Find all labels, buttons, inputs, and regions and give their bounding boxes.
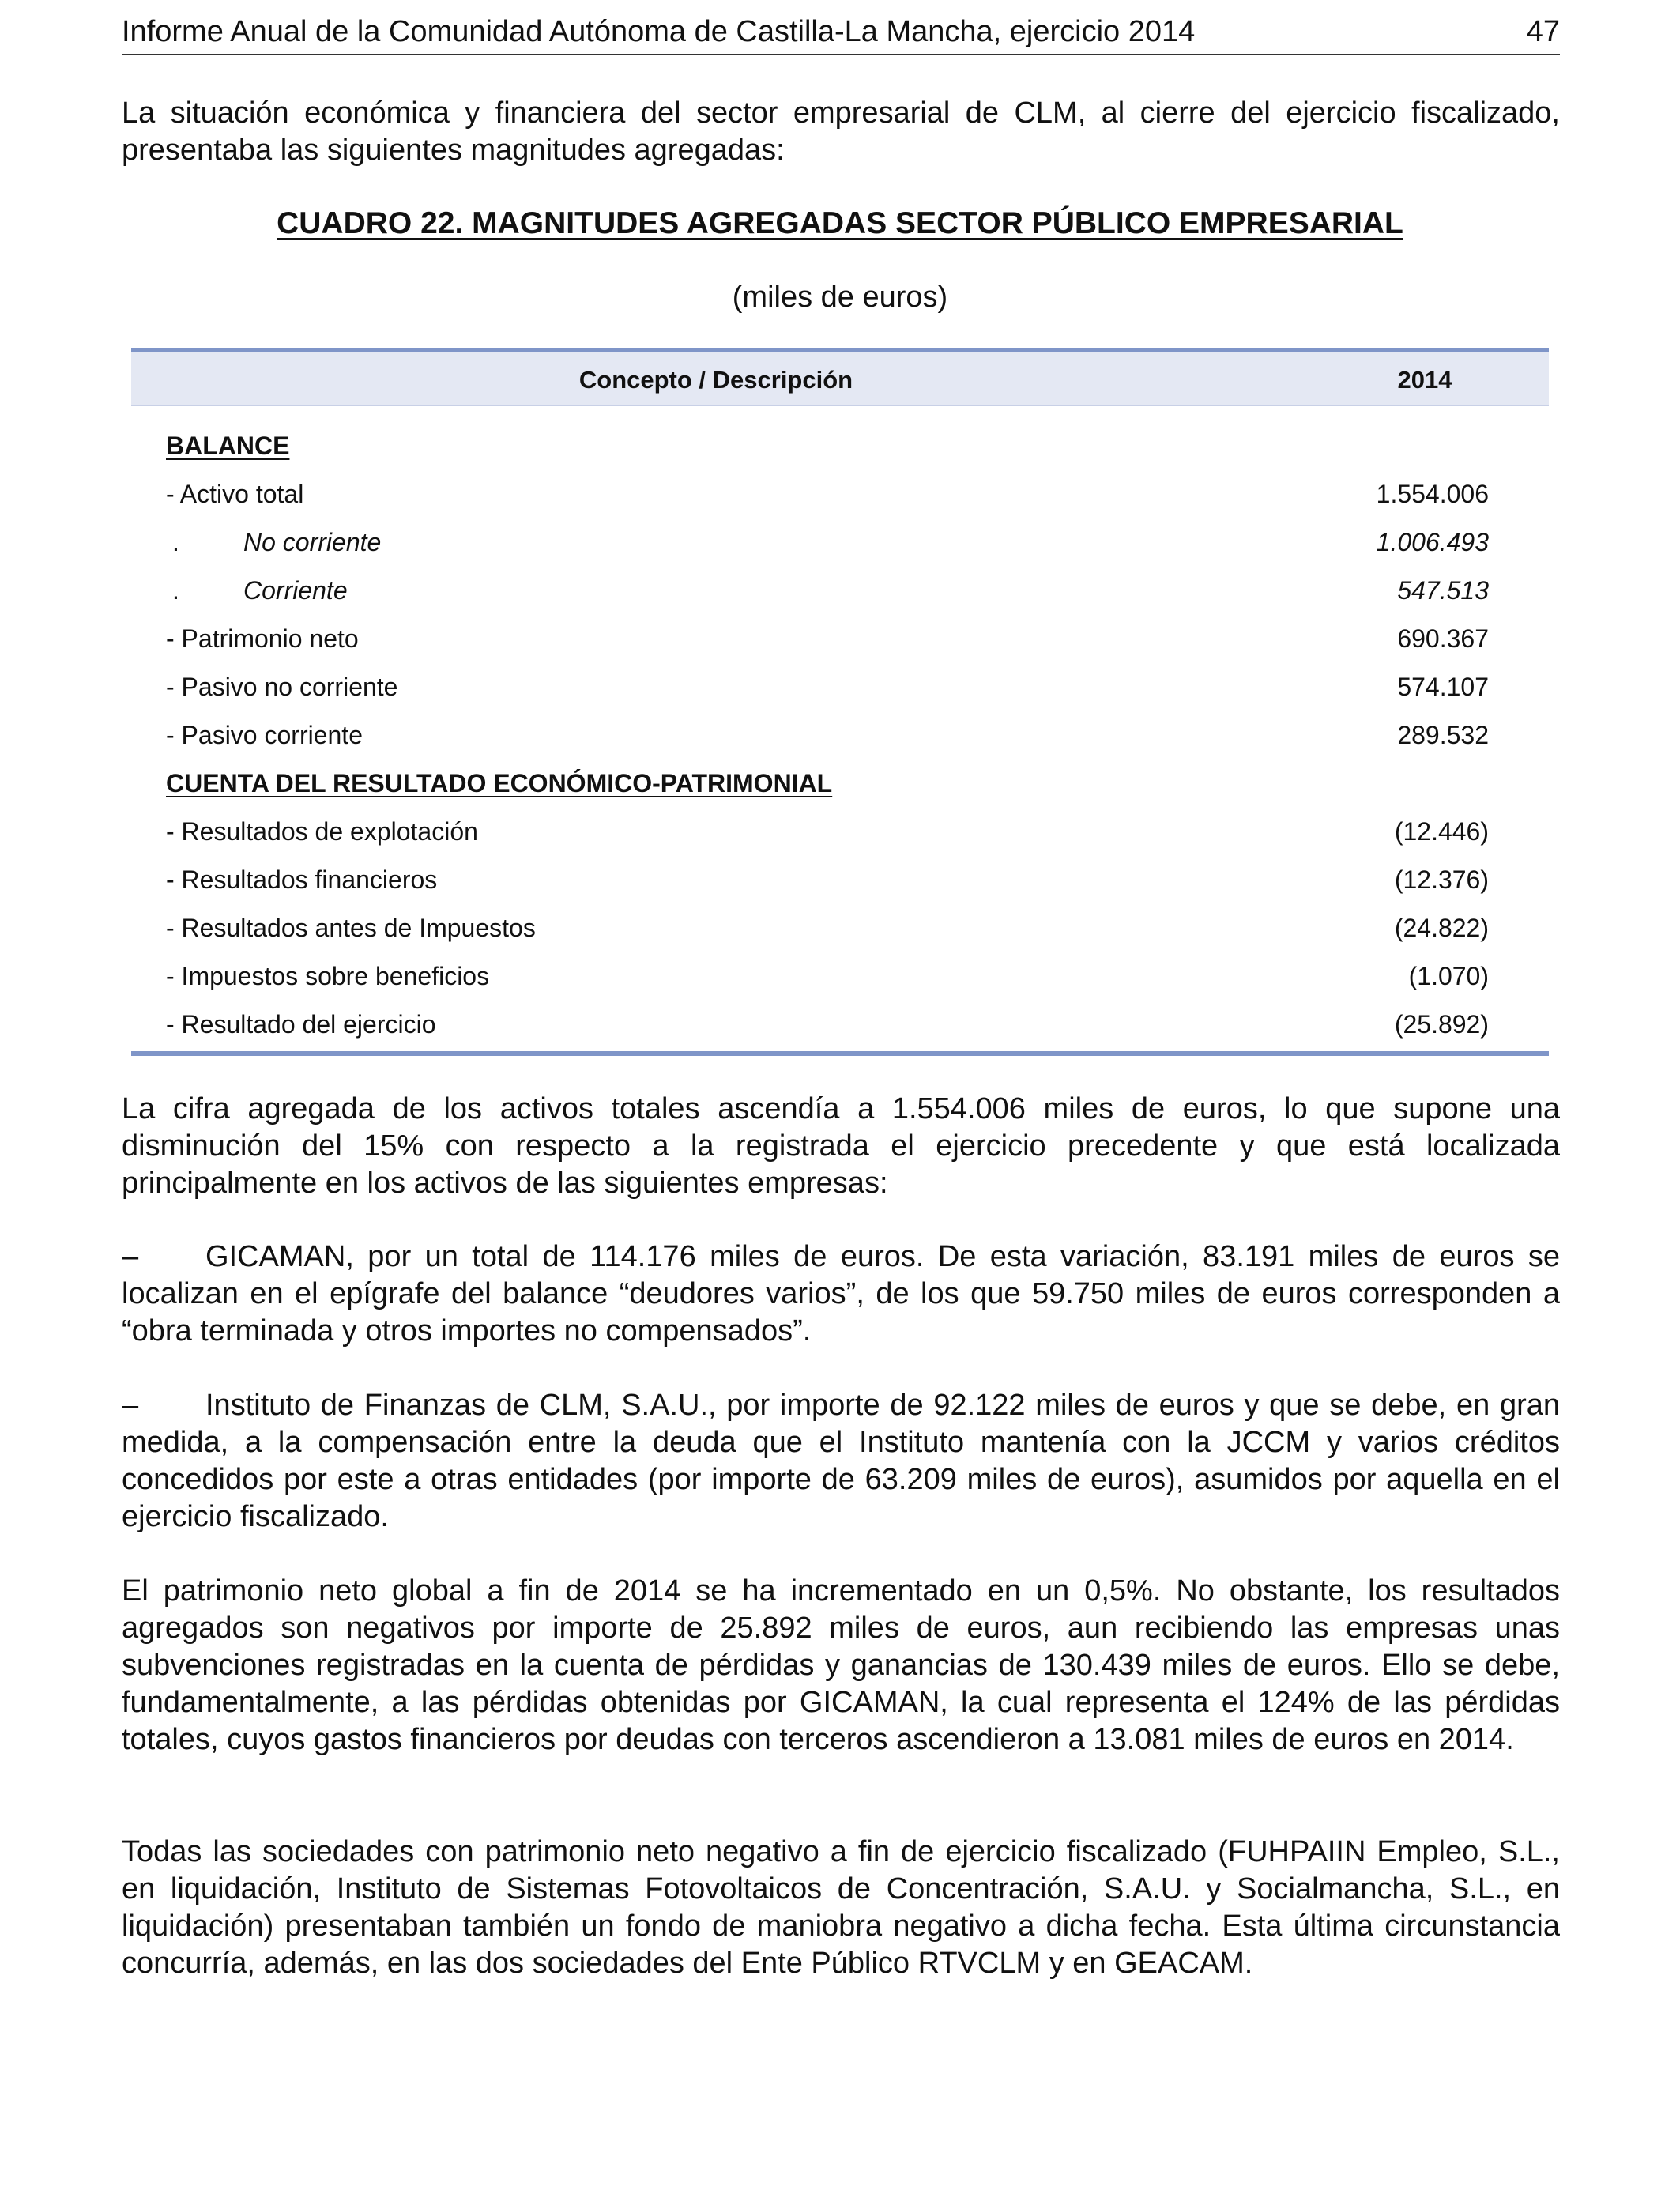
magnitudes-table <box>131 348 1549 1057</box>
row-label-text: No corriente <box>243 528 382 556</box>
section-heading-result <box>131 760 1549 808</box>
table-title-text: CUADRO 22. MAGNITUDES AGREGADAS SECTOR PÚBLICO EMPRESARIAL <box>277 206 1403 240</box>
row-label: - Pasivo no corriente <box>166 673 398 701</box>
bullet-item <box>122 1238 1560 1350</box>
row-label: - Resultados financieros <box>166 865 438 894</box>
row-value: 289.532 <box>1397 721 1489 749</box>
row-value: (24.822) <box>1394 914 1489 942</box>
row-label: - Resultados antes de Impuestos <box>166 914 536 942</box>
table-title <box>0 204 1680 243</box>
table-bottom-border <box>131 1051 1549 1056</box>
row-label: - Pasivo corriente <box>166 721 363 749</box>
page-number: 47 <box>1526 15 1560 48</box>
row-label: - Resultados de explotación <box>166 817 478 846</box>
row-label-text: Corriente <box>243 576 348 605</box>
intro-paragraph: La situación económica y financiera del sector empresarial de CLM, al cierre del ejercicio fiscalizado, presentaba las siguientes magnitudes agregadas: <box>122 96 1560 167</box>
column-header-year: 2014 <box>1397 366 1452 394</box>
equity-paragraph: El patrimonio neto global a fin de 2014 se ha incrementado en un 0,5%. No obstante, los resultados agregados son negativos por importe de 25.892 miles de euros, aun recibiendo las empresas unas subvenciones registradas en la cuenta de pérdidas y ganancias de 130.439 miles de euros. Ello se debe, fundamentalmente, a las pérdidas obtenidas por GICAMAN, la cual representa el 124% de las pérdidas totales, cuyos gastos financieros por deudas con terceros ascendieron a 13.081 miles de euros en 2014. <box>122 1574 1560 1756</box>
assets-paragraph: La cifra agregada de los activos totales ascendía a 1.554.006 miles de euros, lo que supone una disminución del 15% con respecto a la registrada el ejercicio precedente y que está localizada principalmente en los activos de las siguientes empresas: <box>122 1092 1560 1200</box>
table-row <box>131 663 1549 711</box>
table-header <box>131 348 1549 406</box>
section-heading-balance <box>131 422 1549 470</box>
row-label <box>172 567 348 615</box>
table-unit: (miles de euros) <box>732 281 948 314</box>
row-value: (25.892) <box>1394 1010 1489 1039</box>
bullet-text: GICAMAN, por un total de 114.176 miles de euros. De esta variación, 83.191 miles de euros se localizan en el epígrafe del balance “deudores varios”, de los que 59.750 miles de euros corresponden a “obra terminada y otros importes no compensados”. <box>122 1240 1560 1348</box>
row-value: (12.376) <box>1394 865 1489 894</box>
row-label: - Resultado del ejercicio <box>166 1010 436 1039</box>
bullet-item <box>122 1387 1560 1536</box>
row-dot: . <box>172 576 179 605</box>
table-row <box>131 615 1549 663</box>
table-row <box>131 1001 1549 1049</box>
row-value: (12.446) <box>1394 817 1489 846</box>
bullet-dash: – <box>122 1389 139 1422</box>
row-label: - Impuestos sobre beneficios <box>166 962 490 990</box>
table-row <box>131 904 1549 952</box>
row-value: 690.367 <box>1397 624 1489 653</box>
row-dot: . <box>172 528 179 556</box>
table-row <box>131 856 1549 904</box>
bullet-text: Instituto de Finanzas de CLM, S.A.U., por importe de 92.122 miles de euros y que se debe, en gran medida, a la compensación entre la deuda que el Instituto mantenía con la JCCM y varios créditos concedidos por este a otras entidades (por importe de 63.209 miles de euros), asumidos por aquella en el ejercicio fiscalizado. <box>122 1389 1560 1533</box>
section-heading-text: BALANCE <box>166 432 290 460</box>
row-label: - Activo total <box>166 480 304 508</box>
row-value: 1.554.006 <box>1376 480 1489 508</box>
table-row <box>131 470 1549 518</box>
table-row <box>131 567 1549 615</box>
negative-equity-paragraph: Todas las sociedades con patrimonio neto negativo a fin de ejercicio fiscalizado (FUHPAIIN Empleo, S.L., en liquidación, Instituto de Sistemas Fotovoltaicos de Concentración, S.A.U. y Socialmancha, S.L., en liquidación) presentaban también un fondo de maniobra negativo a dicha fecha. Esta última circunstancia concurría, además, en las dos sociedades del Ente Público RTVCLM y en GEACAM. <box>122 1835 1560 1980</box>
table-row <box>131 518 1549 567</box>
header-title: Informe Anual de la Comunidad Autónoma de Castilla-La Mancha, ejercicio 2014 <box>122 15 1196 48</box>
bullet-dash: – <box>122 1240 139 1273</box>
row-label: - Patrimonio neto <box>166 624 359 653</box>
row-label <box>172 518 381 567</box>
row-value: (1.070) <box>1408 962 1489 990</box>
table-row <box>131 808 1549 856</box>
table-row <box>131 952 1549 1001</box>
section-heading-text: CUENTA DEL RESULTADO ECONÓMICO-PATRIMONIAL <box>166 769 833 797</box>
table-row <box>131 711 1549 760</box>
row-value: 574.107 <box>1397 673 1489 701</box>
column-header-concept: Concepto / Descripción <box>578 366 853 394</box>
row-value: 547.513 <box>1397 576 1489 605</box>
row-value: 1.006.493 <box>1376 528 1489 556</box>
page-header <box>122 9 1560 55</box>
